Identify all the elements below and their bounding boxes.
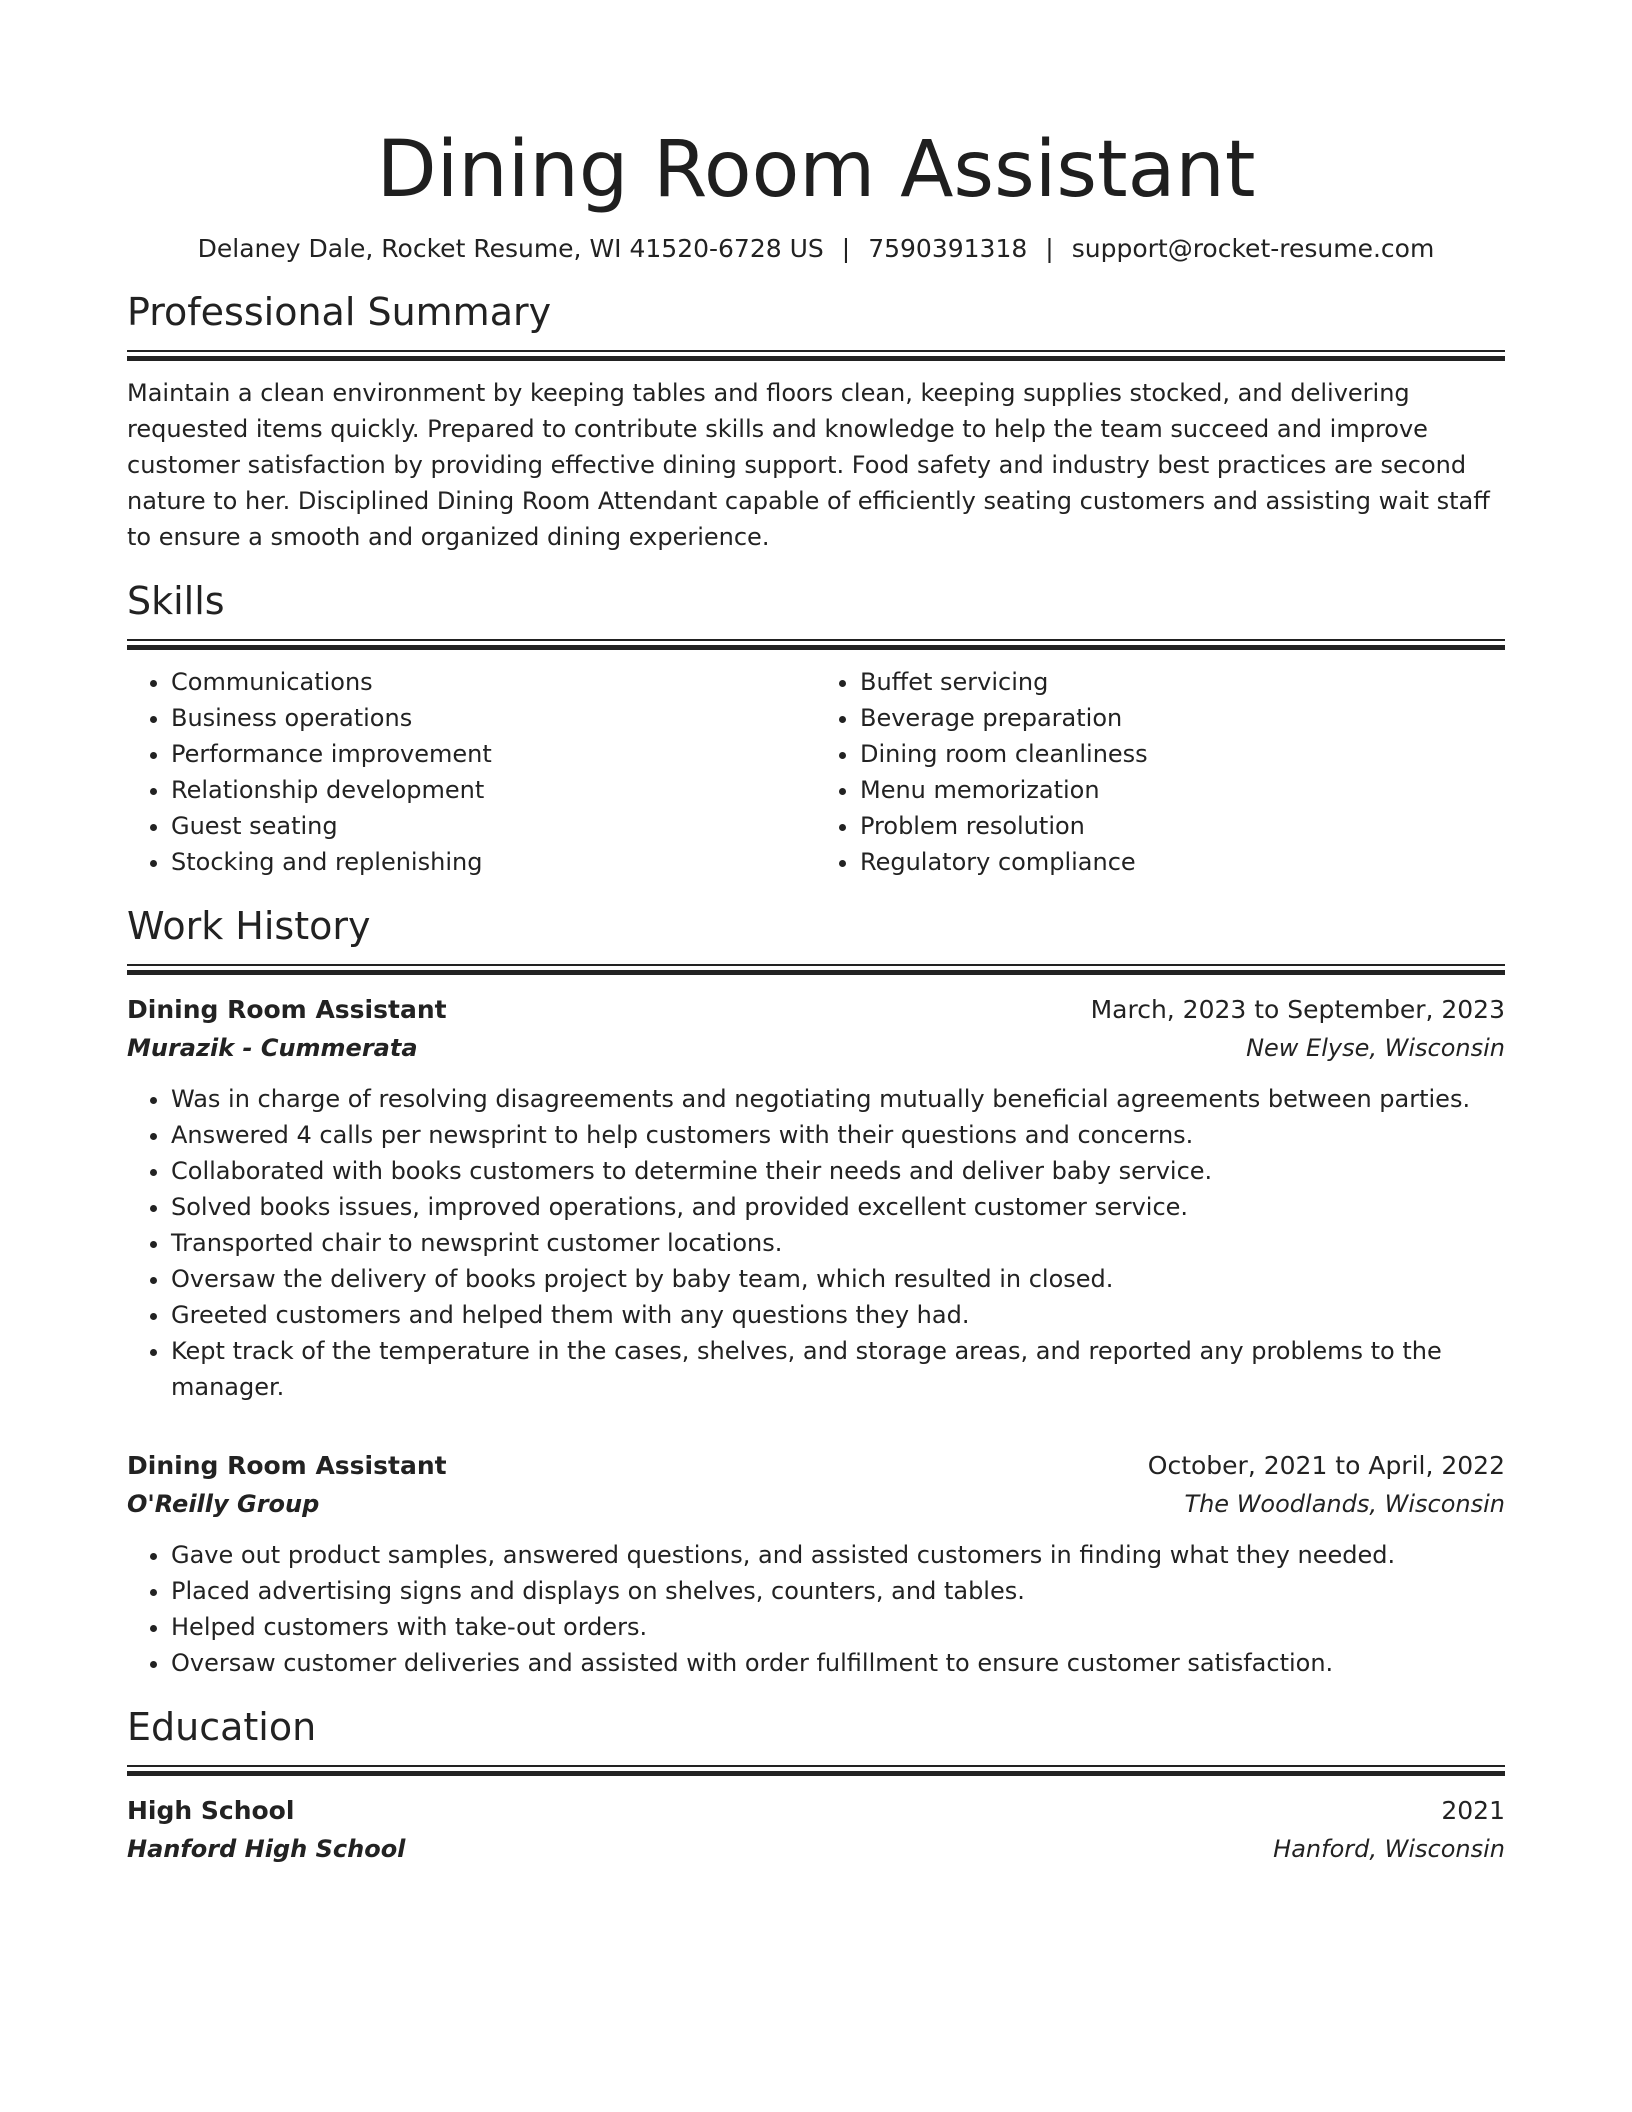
job-company-row: [127, 1029, 1505, 1067]
skill-item: • Beverage preparation: [860, 700, 1505, 736]
contact-separator: |: [1045, 234, 1054, 263]
skill-item: • Business operations: [171, 700, 816, 736]
skill-item: • Menu memorization: [860, 772, 1505, 808]
contact-separator: |: [841, 234, 851, 263]
job-entry: [127, 991, 1505, 1405]
job-duty: • Greeted customers and helped them with any questions they had.: [171, 1297, 1505, 1333]
job-duty: • Answered 4 calls per newsprint to help customers with their questions and concerns.: [171, 1117, 1505, 1153]
job-company-row: [127, 1485, 1505, 1523]
skill-item: • Guest seating: [171, 808, 816, 844]
section-heading-summary: Professional Summary: [127, 290, 552, 334]
job-header-row: [127, 991, 1505, 1029]
work-history-section: [127, 900, 1505, 1681]
job-dates: March, 2023 to September, 2023: [1090, 995, 1505, 1024]
job-company: O'Reilly Group: [127, 1490, 320, 1518]
skills-columns: [127, 664, 1505, 880]
education-degree: High School: [127, 1796, 295, 1825]
skill-item: • Communications: [171, 664, 816, 700]
contact-line: [127, 232, 1505, 266]
skills-section: [127, 575, 1505, 880]
job-duty: • Oversaw customer deliveries and assisted with order fulfillment to ensure customer satisfaction.: [171, 1645, 1505, 1681]
job-duties-list: [127, 1081, 1505, 1405]
job-duty: • Oversaw the delivery of books project by baby team, which resulted in closed.: [171, 1261, 1505, 1297]
job-header-row: [127, 1447, 1505, 1485]
section-heading-work-history: Work History: [127, 904, 371, 948]
job-title: Dining Room Assistant: [127, 995, 447, 1024]
job-duty: • Kept track of the temperature in the cases, shelves, and storage areas, and reported any problems to the manager.: [171, 1333, 1505, 1405]
job-duty: • Was in charge of resolving disagreements and negotiating mutually beneficial agreements between parties.: [171, 1081, 1505, 1117]
skill-item: • Dining room cleanliness: [860, 736, 1505, 772]
section-divider: [127, 639, 1505, 650]
job-company: Murazik - Cummerata: [127, 1034, 418, 1062]
summary-section: [127, 286, 1505, 555]
skill-item: • Performance improvement: [171, 736, 816, 772]
job-dates: October, 2021 to April, 2022: [1147, 1451, 1505, 1480]
skill-item: • Buffet servicing: [860, 664, 1505, 700]
contact-email: support@rocket-resume.com: [1071, 234, 1435, 263]
skill-item: • Problem resolution: [860, 808, 1505, 844]
education-header-row: [127, 1792, 1505, 1830]
job-duty: • Solved books issues, improved operations, and provided excellent customer service.: [171, 1189, 1505, 1225]
skill-item: • Regulatory compliance: [860, 844, 1505, 880]
education-section: [127, 1701, 1505, 1868]
contact-address: Delaney Dale, Rocket Resume, WI 41520-6728 US: [197, 234, 824, 263]
job-duty: • Placed advertising signs and displays on shelves, counters, and tables.: [171, 1573, 1505, 1609]
summary-text: Maintain a clean environment by keeping tables and floors clean, keeping supplies stocked, and delivering requested items quickly. Prepared to contribute skills and knowledge to help the team succeed and improve customer satisfaction by providing effective dining support. Food safety and industry best practices are second nature to her. Disciplined Dining Room Attendant capable of efficiently seating customers and assisting wait staff to ensure a smooth and organized dining experience.: [127, 379, 1490, 551]
job-duty: • Gave out product samples, answered questions, and assisted customers in finding what they needed.: [171, 1537, 1505, 1573]
education-year: 2021: [1441, 1796, 1505, 1825]
job-duties-list: [127, 1537, 1505, 1681]
job-entry: [127, 1447, 1505, 1681]
section-divider: [127, 1765, 1505, 1776]
education-entry: [127, 1792, 1505, 1868]
skill-item: • Stocking and replenishing: [171, 844, 816, 880]
job-location: The Woodlands, Wisconsin: [1184, 1490, 1505, 1518]
skills-list-right: [816, 664, 1505, 880]
job-duty: • Collaborated with books customers to determine their needs and deliver baby service.: [171, 1153, 1505, 1189]
education-location: Hanford, Wisconsin: [1273, 1835, 1505, 1863]
contact-phone: 7590391318: [868, 234, 1028, 263]
job-title: Dining Room Assistant: [127, 1451, 447, 1480]
section-heading-skills: Skills: [127, 579, 225, 623]
job-location: New Elyse, Wisconsin: [1246, 1034, 1505, 1062]
education-school-row: [127, 1830, 1505, 1868]
skills-list-left: [127, 664, 816, 880]
section-divider: [127, 964, 1505, 975]
section-heading-education: Education: [127, 1705, 317, 1749]
job-duty: • Transported chair to newsprint customer locations.: [171, 1225, 1505, 1261]
education-school: Hanford High School: [127, 1835, 406, 1863]
skill-item: • Relationship development: [171, 772, 816, 808]
job-duty: • Helped customers with take-out orders.: [171, 1609, 1505, 1645]
section-divider: [127, 350, 1505, 361]
resume-title: Dining Room Assistant: [376, 125, 1256, 215]
